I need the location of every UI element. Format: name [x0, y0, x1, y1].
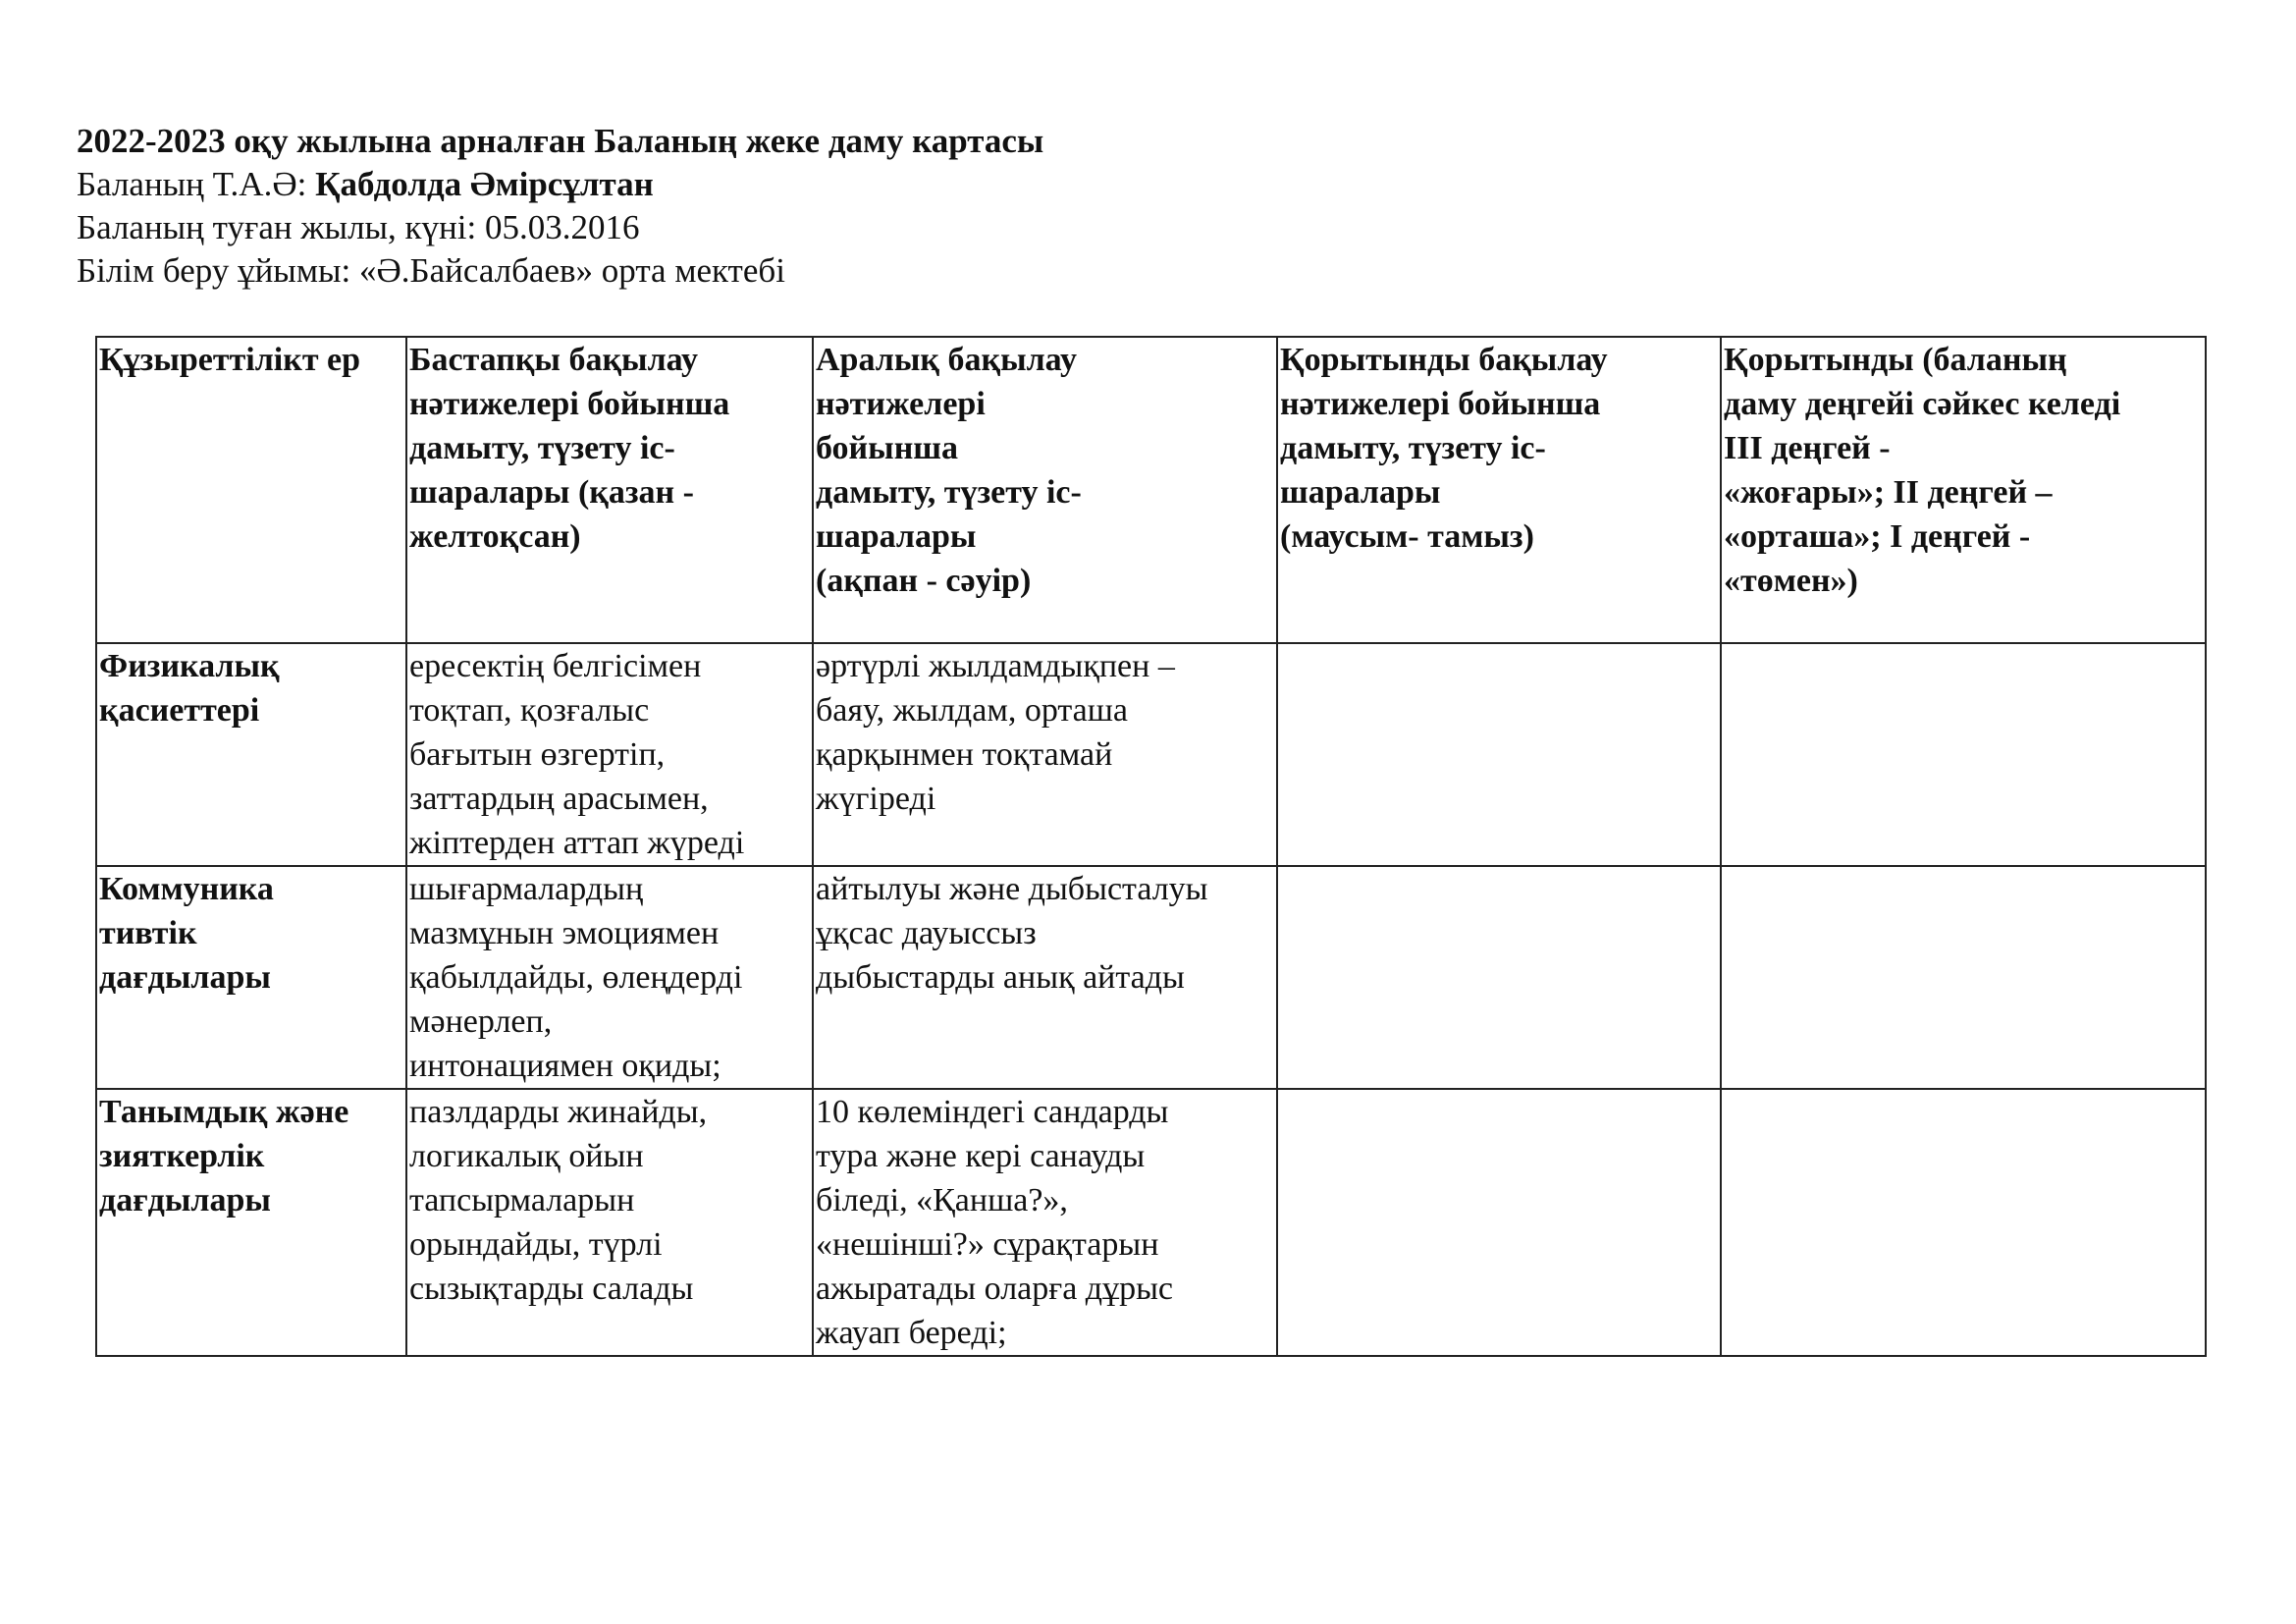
- child-name-label: Баланың Т.А.Ә:: [77, 165, 316, 203]
- cell-text-line: дамыту, түзету іс-: [816, 474, 1082, 511]
- birth-date-label: Баланың туған жылы, күні:: [77, 208, 485, 246]
- header-result: [1721, 337, 2206, 643]
- cell-text-line: Коммуника: [99, 871, 274, 907]
- cell-text-line: Қорытынды (баланың: [1724, 342, 2067, 378]
- cell-text-line: ІІІ деңгей -: [1724, 430, 1891, 466]
- cell-text-line: дамыту, түзету іс-: [1280, 430, 1546, 466]
- table-row: [96, 866, 2206, 1089]
- cell-text-line: жауап береді;: [816, 1315, 1007, 1351]
- cell-text-line: пазлдарды жинайды,: [409, 1094, 708, 1130]
- cell-text-line: дыбыстарды анық айтады: [816, 959, 1185, 996]
- final-cell[interactable]: [1277, 866, 1721, 1089]
- cell-text-line: «жоғары»; ІІ деңгей –: [1724, 474, 2053, 511]
- header-initial-monitoring: [406, 337, 813, 643]
- cell-text-line: шаралары: [1280, 474, 1441, 511]
- competency-cell: [96, 643, 406, 866]
- cell-text-line: «төмен»): [1724, 563, 1858, 599]
- cell-text-line: желтоқсан): [409, 518, 581, 555]
- cell-text-line: шаралары (қазан -: [409, 474, 694, 511]
- cell-text-line: ажыратады оларға дұрыс: [816, 1271, 1174, 1307]
- cell-text-line: бағытын өзгертіп,: [409, 736, 666, 773]
- development-card-table: [95, 336, 2207, 1357]
- cell-text-line: біледі, «Қанша?»,: [816, 1182, 1068, 1218]
- cell-text-line: (маусым- тамыз): [1280, 518, 1534, 555]
- child-name: Қабдолда Әмірсұлтан: [315, 165, 654, 203]
- initial-cell: [406, 1089, 813, 1356]
- header-competency: [96, 337, 406, 643]
- cell-text-line: бойынша: [816, 430, 958, 466]
- cell-text-line: «орташа»; І деңгей -: [1724, 518, 2031, 555]
- cell-text-line: (ақпан - сәуір): [816, 563, 1032, 599]
- cell-text-line: орындайды, түрлі: [409, 1226, 663, 1263]
- cell-text-line: нәтижелері бойынша: [409, 386, 730, 422]
- birth-date-line: [77, 206, 1043, 249]
- cell-text-line: жіптерден аттап жүреді: [409, 825, 745, 861]
- result-cell[interactable]: [1721, 643, 2206, 866]
- intermediate-cell: [813, 866, 1277, 1089]
- document-title: 2022-2023 оқу жылына арналған Баланың жеке даму картасы: [77, 122, 1044, 160]
- competency-cell: [96, 866, 406, 1089]
- cell-text-line: дамыту, түзету іс-: [409, 430, 675, 466]
- cell-text-line: тура және кері санауды: [816, 1138, 1146, 1174]
- cell-text-line: зияткерлік: [99, 1138, 265, 1174]
- final-cell[interactable]: [1277, 1089, 1721, 1356]
- cell-text-line: Аралық бақылау: [816, 342, 1077, 378]
- header-final-monitoring: [1277, 337, 1721, 643]
- cell-text-line: айтылуы және дыбысталуы: [816, 871, 1208, 907]
- cell-text-line: «нешінші?» сұрақтарын: [816, 1226, 1159, 1263]
- cell-text-line: сызықтарды салады: [409, 1271, 694, 1307]
- cell-text-line: әртүрлі жылдамдықпен –: [816, 648, 1175, 684]
- cell-text-line: қарқынмен тоқтамай: [816, 736, 1113, 773]
- header-intermediate-monitoring: [813, 337, 1277, 643]
- cell-text-line: дағдылары: [99, 1182, 271, 1218]
- child-name-line: [77, 163, 1043, 206]
- cell-text-line: 10 көлеміндегі сандарды: [816, 1094, 1169, 1130]
- cell-text-line: Танымдық және: [99, 1094, 349, 1130]
- intermediate-cell: [813, 1089, 1277, 1356]
- cell-text-line: шығармалардың: [409, 871, 644, 907]
- competency-cell: [96, 1089, 406, 1356]
- intermediate-cell: [813, 643, 1277, 866]
- cell-text-line: Құзыреттілікт ер: [99, 342, 361, 378]
- final-cell[interactable]: [1277, 643, 1721, 866]
- cell-text-line: заттардың арасымен,: [409, 781, 709, 817]
- cell-text-line: шаралары: [816, 518, 977, 555]
- cell-text-line: тивтік: [99, 915, 197, 951]
- result-cell[interactable]: [1721, 1089, 2206, 1356]
- cell-text-line: Бастапқы бақылау: [409, 342, 698, 378]
- initial-cell: [406, 866, 813, 1089]
- cell-text-line: қабылдайды, өлеңдерді: [409, 959, 743, 996]
- birth-date: 05.03.2016: [484, 208, 640, 246]
- result-cell[interactable]: [1721, 866, 2206, 1089]
- initial-cell: [406, 643, 813, 866]
- cell-text-line: қасиеттері: [99, 692, 260, 729]
- cell-text-line: жүгіреді: [816, 781, 936, 817]
- cell-text-line: тапсырмаларын: [409, 1182, 635, 1218]
- cell-text-line: тоқтап, қозғалыс: [409, 692, 650, 729]
- cell-text-line: мазмұнын эмоциямен: [409, 915, 720, 951]
- cell-text-line: ұқсас дауыссыз: [816, 915, 1037, 951]
- organization-label: Білім беру ұйымы:: [77, 251, 359, 290]
- cell-text-line: мәнерлеп,: [409, 1003, 553, 1040]
- cell-text-line: ересектің белгісімен: [409, 648, 702, 684]
- table-row: [96, 1089, 2206, 1356]
- cell-text-line: логикалық ойын: [409, 1138, 644, 1174]
- cell-text-line: нәтижелері бойынша: [1280, 386, 1601, 422]
- table-header-row: [96, 337, 2206, 643]
- cell-text-line: нәтижелері: [816, 386, 986, 422]
- cell-text-line: Қорытынды бақылау: [1280, 342, 1608, 378]
- cell-text-line: интонациямен оқиды;: [409, 1048, 721, 1084]
- organization: «Ә.Байсалбаев» орта мектебі: [358, 251, 785, 290]
- cell-text-line: баяу, жылдам, орташа: [816, 692, 1129, 729]
- organization-line: [77, 249, 1043, 293]
- document-info: [77, 120, 1043, 293]
- cell-text-line: Физикалық: [99, 648, 280, 684]
- table-row: [96, 643, 2206, 866]
- cell-text-line: дағдылары: [99, 959, 271, 996]
- cell-text-line: даму деңгейі сәйкес келеді: [1724, 386, 2121, 422]
